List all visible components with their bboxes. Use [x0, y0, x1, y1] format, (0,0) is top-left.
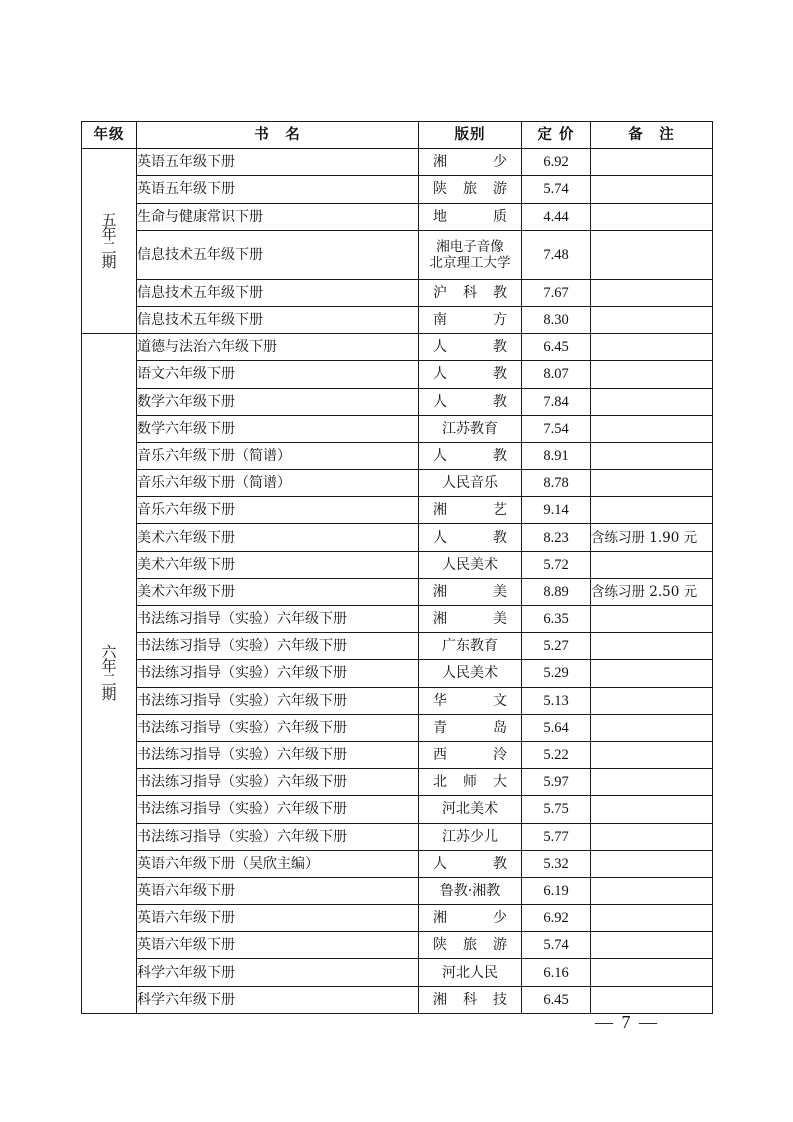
- publisher-cell: 南方: [419, 306, 522, 333]
- book-title-cell: 音乐六年级下册（简谱）: [137, 470, 419, 497]
- table-row: [82, 524, 713, 551]
- book-title-cell: 书法练习指导（实验）六年级下册: [137, 687, 419, 714]
- price-cell: 8.23: [522, 524, 591, 551]
- note-cell: [591, 714, 713, 741]
- table-row: [82, 932, 713, 959]
- publisher-cell: 人教: [419, 850, 522, 877]
- price-cell: 7.84: [522, 388, 591, 415]
- publisher-cell: 湘电子音像 北京理工大学: [419, 230, 522, 279]
- publisher-cell: 人民音乐: [419, 470, 522, 497]
- book-title-cell: 英语六年级下册: [137, 877, 419, 904]
- publisher-cell: 华文: [419, 687, 522, 714]
- note-cell: [591, 415, 713, 442]
- note-cell: [591, 334, 713, 361]
- grade-cell: [82, 334, 137, 1014]
- table-row: [82, 279, 713, 306]
- book-title-cell: 书法练习指导（实验）六年级下册: [137, 796, 419, 823]
- price-cell: 5.27: [522, 633, 591, 660]
- textbook-price-table: [81, 121, 713, 1014]
- book-title-cell: 书法练习指导（实验）六年级下册: [137, 660, 419, 687]
- note-cell: [591, 306, 713, 333]
- publisher-cell: 青岛: [419, 714, 522, 741]
- price-cell: 5.75: [522, 796, 591, 823]
- book-title-cell: 美术六年级下册: [137, 551, 419, 578]
- publisher-cell: 广东教育: [419, 633, 522, 660]
- book-title-cell: 信息技术五年级下册: [137, 279, 419, 306]
- book-title-cell: 生命与健康常识下册: [137, 203, 419, 230]
- note-cell: [591, 986, 713, 1013]
- price-cell: 5.13: [522, 687, 591, 714]
- price-cell: 8.91: [522, 442, 591, 469]
- price-cell: 5.64: [522, 714, 591, 741]
- table-row: [82, 687, 713, 714]
- price-cell: 8.07: [522, 361, 591, 388]
- book-title-cell: 数学六年级下册: [137, 388, 419, 415]
- note-cell: [591, 279, 713, 306]
- publisher-cell: 人教: [419, 361, 522, 388]
- page-number: — 7 —: [595, 1012, 659, 1032]
- book-title-cell: 道德与法治六年级下册: [137, 334, 419, 361]
- table-row: [82, 606, 713, 633]
- book-title-cell: 语文六年级下册: [137, 361, 419, 388]
- publisher-cell: 湘少: [419, 149, 522, 176]
- price-cell: 6.19: [522, 877, 591, 904]
- price-cell: 6.45: [522, 334, 591, 361]
- note-cell: [591, 497, 713, 524]
- price-cell: 7.67: [522, 279, 591, 306]
- publisher-cell: 人教: [419, 442, 522, 469]
- price-cell: 4.44: [522, 203, 591, 230]
- table-row: [82, 660, 713, 687]
- book-title-cell: 书法练习指导（实验）六年级下册: [137, 741, 419, 768]
- publisher-cell: 河北美术: [419, 796, 522, 823]
- price-cell: 6.35: [522, 606, 591, 633]
- book-title-cell: 音乐六年级下册: [137, 497, 419, 524]
- note-cell: [591, 687, 713, 714]
- publisher-cell: 江苏教育: [419, 415, 522, 442]
- note-cell: 含练习册 2.50 元: [591, 578, 713, 605]
- price-cell: 5.22: [522, 741, 591, 768]
- table-row: [82, 551, 713, 578]
- book-title-cell: 英语六年级下册（吴欣主编）: [137, 850, 419, 877]
- publisher-cell: 鲁教·湘教: [419, 877, 522, 904]
- table-row: [82, 442, 713, 469]
- publisher-cell: 湘科技: [419, 986, 522, 1013]
- table-row: [82, 823, 713, 850]
- table-row: [82, 959, 713, 986]
- publisher-cell: 湘艺: [419, 497, 522, 524]
- note-cell: [591, 388, 713, 415]
- price-cell: 8.78: [522, 470, 591, 497]
- note-cell: [591, 633, 713, 660]
- note-cell: [591, 769, 713, 796]
- table-row: [82, 388, 713, 415]
- book-title-cell: 数学六年级下册: [137, 415, 419, 442]
- price-cell: 6.16: [522, 959, 591, 986]
- header-price: 定 价: [522, 122, 591, 149]
- note-cell: [591, 361, 713, 388]
- header-note: 备 注: [591, 122, 713, 149]
- table-row: [82, 176, 713, 203]
- table-row: [82, 796, 713, 823]
- book-title-cell: 美术六年级下册: [137, 578, 419, 605]
- note-cell: [591, 823, 713, 850]
- publisher-cell: 西泠: [419, 741, 522, 768]
- book-title-cell: 书法练习指导（实验）六年级下册: [137, 606, 419, 633]
- publisher-cell: 湘少: [419, 905, 522, 932]
- book-title-cell: 英语五年级下册: [137, 176, 419, 203]
- table-body: [82, 149, 713, 1014]
- book-title-cell: 信息技术五年级下册: [137, 306, 419, 333]
- note-cell: [591, 959, 713, 986]
- header-publisher: 版别: [419, 122, 522, 149]
- table-row: [82, 741, 713, 768]
- grade-label: 五年二期: [101, 211, 117, 272]
- table-row: [82, 769, 713, 796]
- price-cell: 8.30: [522, 306, 591, 333]
- grade-label: 六年二期: [101, 643, 117, 704]
- table-row: [82, 203, 713, 230]
- publisher-cell: 北师大: [419, 769, 522, 796]
- table-row: [82, 334, 713, 361]
- table-row: [82, 415, 713, 442]
- price-cell: 7.48: [522, 230, 591, 279]
- note-cell: 含练习册 1.90 元: [591, 524, 713, 551]
- note-cell: [591, 741, 713, 768]
- price-cell: 5.74: [522, 176, 591, 203]
- publisher-cell: 湘美: [419, 606, 522, 633]
- price-cell: 8.89: [522, 578, 591, 605]
- header-title: 书 名: [137, 122, 419, 149]
- book-title-cell: 书法练习指导（实验）六年级下册: [137, 714, 419, 741]
- table-row: [82, 497, 713, 524]
- note-cell: [591, 442, 713, 469]
- note-cell: [591, 905, 713, 932]
- book-title-cell: 书法练习指导（实验）六年级下册: [137, 769, 419, 796]
- note-cell: [591, 606, 713, 633]
- table-row: [82, 149, 713, 176]
- note-cell: [591, 551, 713, 578]
- header-grade: 年级: [82, 122, 137, 149]
- grade-cell: [82, 149, 137, 334]
- note-cell: [591, 176, 713, 203]
- publisher-cell: 人民美术: [419, 660, 522, 687]
- price-cell: 5.97: [522, 769, 591, 796]
- price-cell: 7.54: [522, 415, 591, 442]
- note-cell: [591, 796, 713, 823]
- publisher-cell: 河北人民: [419, 959, 522, 986]
- table-row: [82, 470, 713, 497]
- book-title-cell: 书法练习指导（实验）六年级下册: [137, 633, 419, 660]
- publisher-cell: 陕旅游: [419, 176, 522, 203]
- note-cell: [591, 877, 713, 904]
- table-row: [82, 714, 713, 741]
- publisher-cell: 陕旅游: [419, 932, 522, 959]
- price-cell: 6.45: [522, 986, 591, 1013]
- price-cell: 5.29: [522, 660, 591, 687]
- book-title-cell: 音乐六年级下册（简谱）: [137, 442, 419, 469]
- publisher-cell: 江苏少儿: [419, 823, 522, 850]
- note-cell: [591, 660, 713, 687]
- publisher-cell: 地质: [419, 203, 522, 230]
- table-row: [82, 230, 713, 279]
- note-cell: [591, 850, 713, 877]
- book-title-cell: 信息技术五年级下册: [137, 230, 419, 279]
- note-cell: [591, 470, 713, 497]
- book-title-cell: 科学六年级下册: [137, 959, 419, 986]
- note-cell: [591, 149, 713, 176]
- price-cell: 5.74: [522, 932, 591, 959]
- table-row: [82, 905, 713, 932]
- book-title-cell: 科学六年级下册: [137, 986, 419, 1013]
- table-row: [82, 578, 713, 605]
- publisher-cell: 湘美: [419, 578, 522, 605]
- table-row: [82, 986, 713, 1013]
- publisher-cell: 人民美术: [419, 551, 522, 578]
- price-cell: 5.72: [522, 551, 591, 578]
- book-title-cell: 美术六年级下册: [137, 524, 419, 551]
- price-cell: 5.77: [522, 823, 591, 850]
- table-row: [82, 306, 713, 333]
- book-title-cell: 英语六年级下册: [137, 932, 419, 959]
- price-cell: 9.14: [522, 497, 591, 524]
- book-title-cell: 英语六年级下册: [137, 905, 419, 932]
- book-title-cell: 书法练习指导（实验）六年级下册: [137, 823, 419, 850]
- price-cell: 6.92: [522, 905, 591, 932]
- note-cell: [591, 932, 713, 959]
- table-row: [82, 361, 713, 388]
- note-cell: [591, 203, 713, 230]
- publisher-cell: 人教: [419, 334, 522, 361]
- table-row: [82, 633, 713, 660]
- book-title-cell: 英语五年级下册: [137, 149, 419, 176]
- publisher-cell: 人教: [419, 388, 522, 415]
- table-header-row: [82, 122, 713, 149]
- price-cell: 5.32: [522, 850, 591, 877]
- publisher-cell: 沪科教: [419, 279, 522, 306]
- table-row: [82, 850, 713, 877]
- note-cell: [591, 230, 713, 279]
- price-cell: 6.92: [522, 149, 591, 176]
- publisher-cell: 人教: [419, 524, 522, 551]
- table-row: [82, 877, 713, 904]
